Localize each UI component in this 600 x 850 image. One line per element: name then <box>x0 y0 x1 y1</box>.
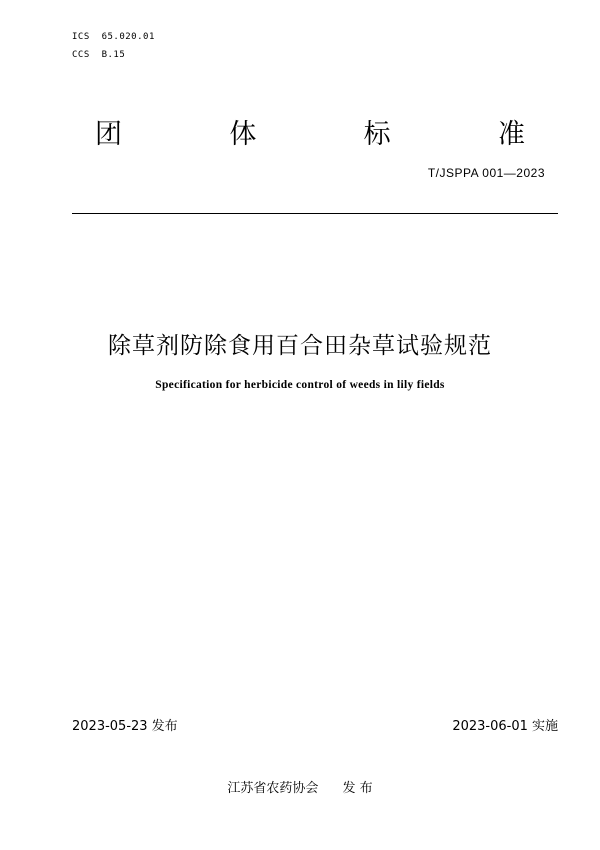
document-title-zh: 除草剂防除食用百合田杂草试验规范 <box>108 333 492 359</box>
issuer-name: 江苏省农药协会 <box>227 781 319 796</box>
standard-type-char: 准 <box>497 119 525 150</box>
standard-type-char: 团 <box>95 119 122 150</box>
implement-date: 2023-06-01 实施 <box>452 719 558 734</box>
classification-codes <box>72 28 155 64</box>
header-divider <box>72 213 558 214</box>
issuer-line <box>0 777 600 796</box>
publish-date: 2023-05-23 发布 <box>72 719 178 734</box>
ics-code: ICS 65.020.01 <box>72 32 155 42</box>
ccs-code: CCS B.15 <box>72 50 126 60</box>
standard-number: T/JSPPA 001—2023 <box>427 166 545 180</box>
standard-type-char: 体 <box>229 119 257 150</box>
standard-type-char: 标 <box>363 119 391 150</box>
standard-type-heading <box>95 112 525 151</box>
document-title-en: Specification for herbicide control of weeds in lily fields <box>155 379 445 391</box>
issuer-action: 发 布 <box>342 781 373 796</box>
